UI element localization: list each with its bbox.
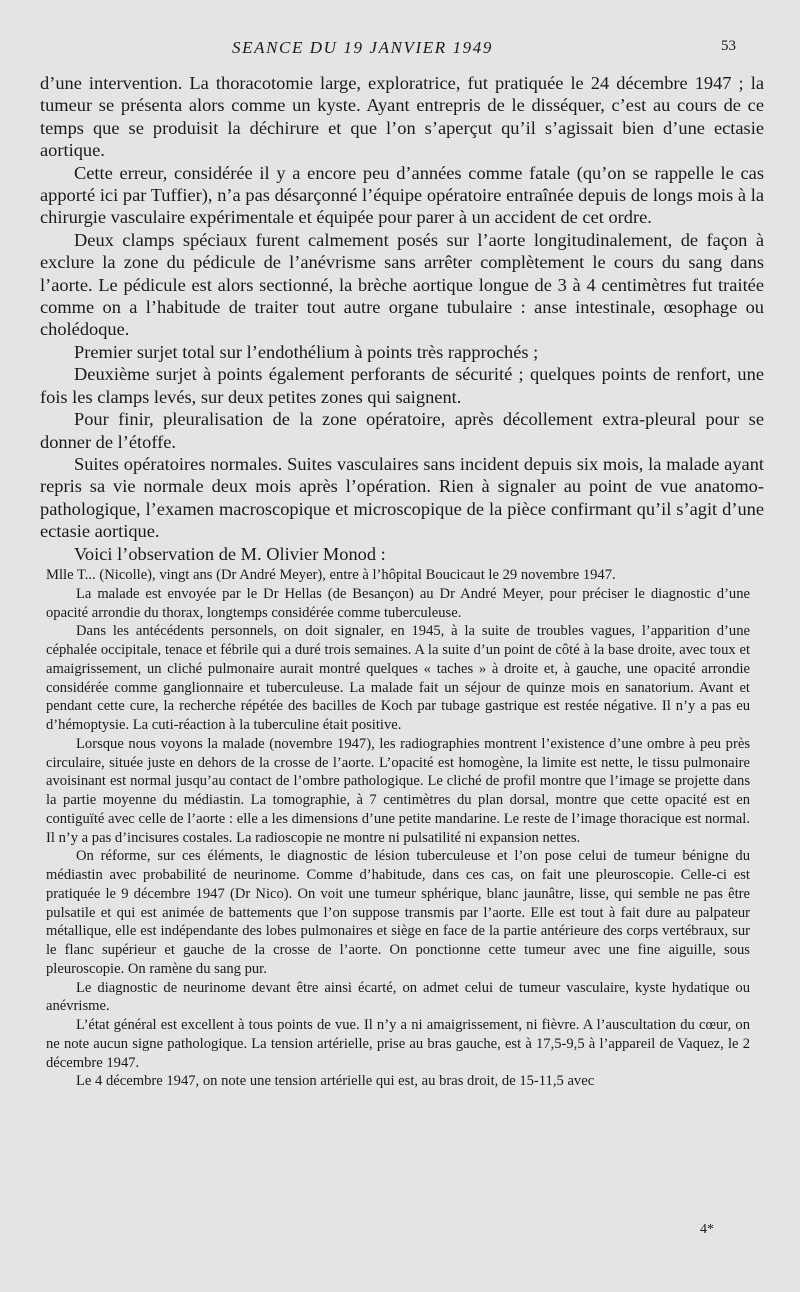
page-number: 53 bbox=[721, 38, 736, 54]
paragraph: Suites opératoires normales. Suites vasculaires sans incident depuis six mois, la malade ayant repris sa vie normale deux mois après l’opération. Rien à signaler au point de vue anatomo-pathologique, l’examen macroscopique et microscopique de la pièce confirmant qu’il s’agit d’une ectasie aortique. bbox=[40, 453, 764, 542]
paragraph: d’une intervention. La thoracotomie large, exploratrice, fut pratiquée le 24 décembre 1947 ; la tumeur se présenta alors comme un kyste. Ayant entrepris de le disséquer, c’est au cours de ce temps que se produisit la déchirure et que l’on s’aperçut qu’il s’agissait bien d’une ectasie aortique. bbox=[40, 73, 764, 161]
paragraph: Pour finir, pleuralisation de la zone opératoire, après décollement extra-pleural pour se donner de l’étoffe. bbox=[40, 409, 764, 452]
observation-paragraph: On réforme, sur ces éléments, le diagnostic de lésion tuberculeuse et l’on pose celui de tumeur bénigne du médiastin avec probabilité de neurinome. Comme d’habitude, dans ces cas, on fait une pleuroscopie. Celle-ci est pratiquée le 9 décembre 1947 (Dr Nico). On voit une tumeur sphérique, blanc jaunâtre, lisse, qui semble ne pas être pulsatile et qui est animée de battements que l’on suppose transmis par l’aorte. Elle est tout à fait dure au palpateur métallique, elle est indépendante des lobes pulmonaires et siège en face de la partie antérieure des corps vertébraux, sur le flanc supérieur et gauche de la crosse de l’aorte. On ponctionne cette tumeur avec une fine aiguille, sous pleuroscopie. On ramène du sang pur. bbox=[46, 848, 750, 977]
paragraph: Voici l’observation de M. Olivier Monod : bbox=[74, 543, 386, 564]
running-header bbox=[0, 38, 800, 60]
paragraph: Deux clamps spéciaux furent calmement posés sur l’aorte longitudinalement, de façon à exclure la zone du pédicule de l’anévrisme sans arrêter complètement le cours du sang dans l’aorte. Le pédicule est alors sectionné, la brèche aortique longue de 3 à 4 centimètres fut traitée comme on a l’habitude de traiter tout autre organe tubulaire : anse intestinale, œsophage ou cholédoque. bbox=[40, 229, 764, 340]
paragraph: Premier surjet total sur l’endothélium à points très rapprochés ; bbox=[74, 341, 539, 362]
main-text bbox=[40, 72, 764, 565]
observation-paragraph: La malade est envoyée par le Dr Hellas (de Besançon) au Dr André Meyer, pour préciser le diagnostic d’une opacité arrondie du thorax, longtemps considérée comme tuberculeuse. bbox=[46, 585, 750, 621]
observation-paragraph: Le diagnostic de neurinome devant être ainsi écarté, on admet celui de tumeur vasculaire, kyste hydatique ou anévrisme. bbox=[46, 979, 750, 1015]
header-title: SEANCE DU 19 JANVIER 1949 bbox=[232, 38, 493, 57]
observation-text bbox=[46, 566, 750, 1091]
observation-paragraph: Lorsque nous voyons la malade (novembre 1947), les radiographies montrent l’existence d’une ombre à peu près circulaire, située juste en dehors de la crosse de l’aorte. L’opacité est homogène, la limite est nette, le tissu pulmonaire avoisinant est normal jusqu’au contact de l’ombre pathologique. Le cliché de profil montre que l’image se projette dans la partie moyenne du médiastin. La tomographie, à 7 centimètres du plan dorsal, montre que cette opacité est en contiguïté avec celle de l’aorte : elle a les dimensions d’une petite mandarine. Le reste de l’image thoracique est normal. Il n’y a pas d’incisures costales. La radioscopie ne montre ni pulsatilité ni expansion nettes. bbox=[46, 735, 750, 846]
paragraph: Cette erreur, considérée il y a encore peu d’années comme fatale (qu’on se rappelle le cas apporté ici par Tuffier), n’a pas désarçonné l’équipe opératoire entraînée depuis de longs mois à la chirurgie vasculaire expérimentale et équipée pour parer à un accident de cet ordre. bbox=[40, 162, 764, 228]
observation-paragraph: L’état général est excellent à tous points de vue. Il n’y a ni amaigrissement, ni fièvre. A l’auscultation du cœur, on ne note aucun signe pathologique. La tension artérielle, prise au bras gauche, est à 17,5-9,5 à l’appareil de Vaquez, le 2 décembre 1947. bbox=[46, 1017, 750, 1071]
paragraph: Deuxième surjet à points également perforants de sécurité ; quelques points de renfort, une fois les clamps levés, sur deux petites zones qui saignent. bbox=[40, 364, 764, 407]
signature-mark: 4* bbox=[700, 1222, 714, 1237]
observation-paragraph: Mlle T... (Nicolle), vingt ans (Dr André Meyer), entre à l’hôpital Boucicaut le 29 novembre 1947. bbox=[46, 567, 616, 583]
observation-paragraph: Dans les antécédents personnels, on doit signaler, en 1945, à la suite de troubles vagues, l’apparition d’une céphalée occipitale, tenace et fébrile qui a duré trois semaines. A la suite d’un point de côté à la base droite, avec toux et amaigrissement, un cliché pulmonaire aurait montré quelques « taches » à droite et, à gauche, une opacité arrondie considérée comme ganglionnaire et tuberculeuse. La malade fait un séjour de quinze mois en sanatorium. Avant et pendant cette cure, la recherche répétée des bacilles de Koch par tubage gastrique est restée négative. Il n’y a pas eu d’hémoptysie. La cuti-réaction à la tuberculine était positive. bbox=[46, 623, 750, 733]
observation-paragraph: Le 4 décembre 1947, on note une tension artérielle qui est, au bras droit, de 15-11,5 avec bbox=[76, 1073, 595, 1090]
